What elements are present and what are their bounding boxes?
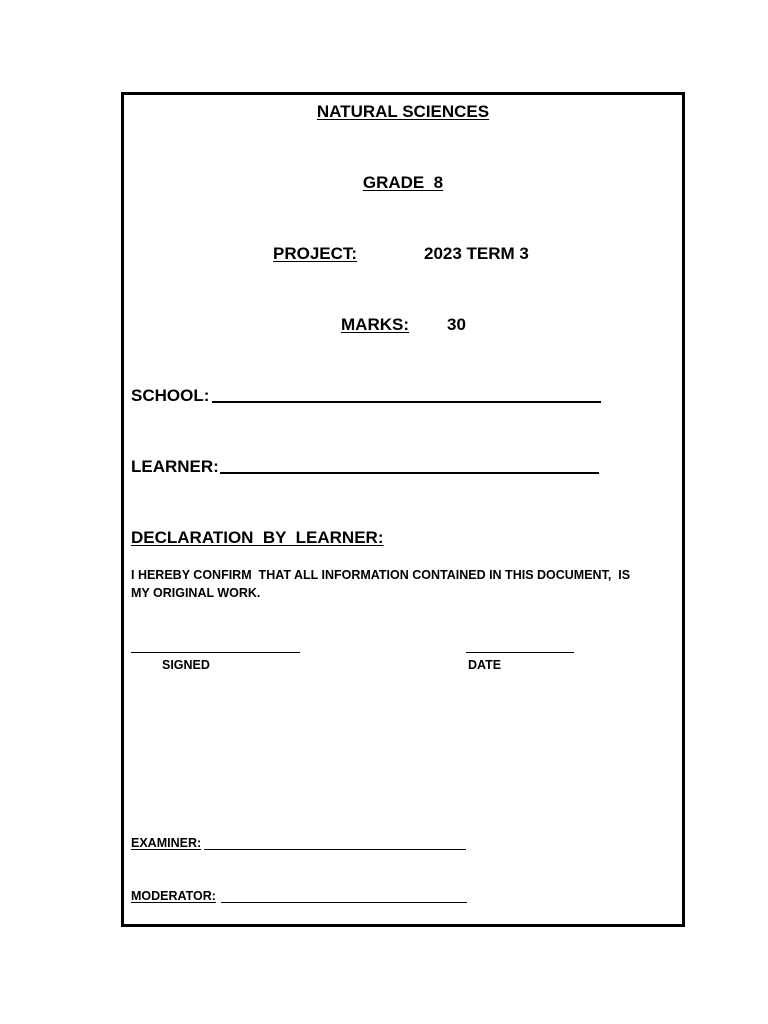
school-label: SCHOOL: [131, 386, 210, 405]
school-input-line[interactable] [212, 401, 601, 403]
declaration-text-line-2: MY ORIGINAL WORK. [131, 586, 261, 600]
marks-value: 30 [447, 315, 466, 334]
examiner-input-line[interactable] [204, 849, 466, 850]
signature-line[interactable] [131, 652, 300, 653]
declaration-text-line-1: I HEREBY CONFIRM THAT ALL INFORMATION CONTAINED IN THIS DOCUMENT, IS [131, 568, 631, 582]
moderator-input-line[interactable] [221, 902, 467, 903]
grade-title: GRADE 8 [362, 173, 444, 192]
learner-input-line[interactable] [220, 472, 599, 474]
moderator-label: MODERATOR: [131, 889, 216, 903]
signed-label: SIGNED [162, 658, 210, 672]
project-label: PROJECT: [273, 244, 358, 263]
project-value: 2023 TERM 3 [424, 244, 529, 263]
learner-label: LEARNER: [131, 457, 219, 476]
date-label: DATE [468, 658, 502, 672]
declaration-heading: DECLARATION BY LEARNER: [131, 528, 384, 547]
marks-label: MARKS: [341, 315, 409, 334]
subject-title: NATURAL SCIENCES [316, 102, 490, 121]
date-line[interactable] [466, 652, 574, 653]
examiner-label: EXAMINER: [131, 836, 202, 850]
cover-page-frame [121, 92, 685, 927]
